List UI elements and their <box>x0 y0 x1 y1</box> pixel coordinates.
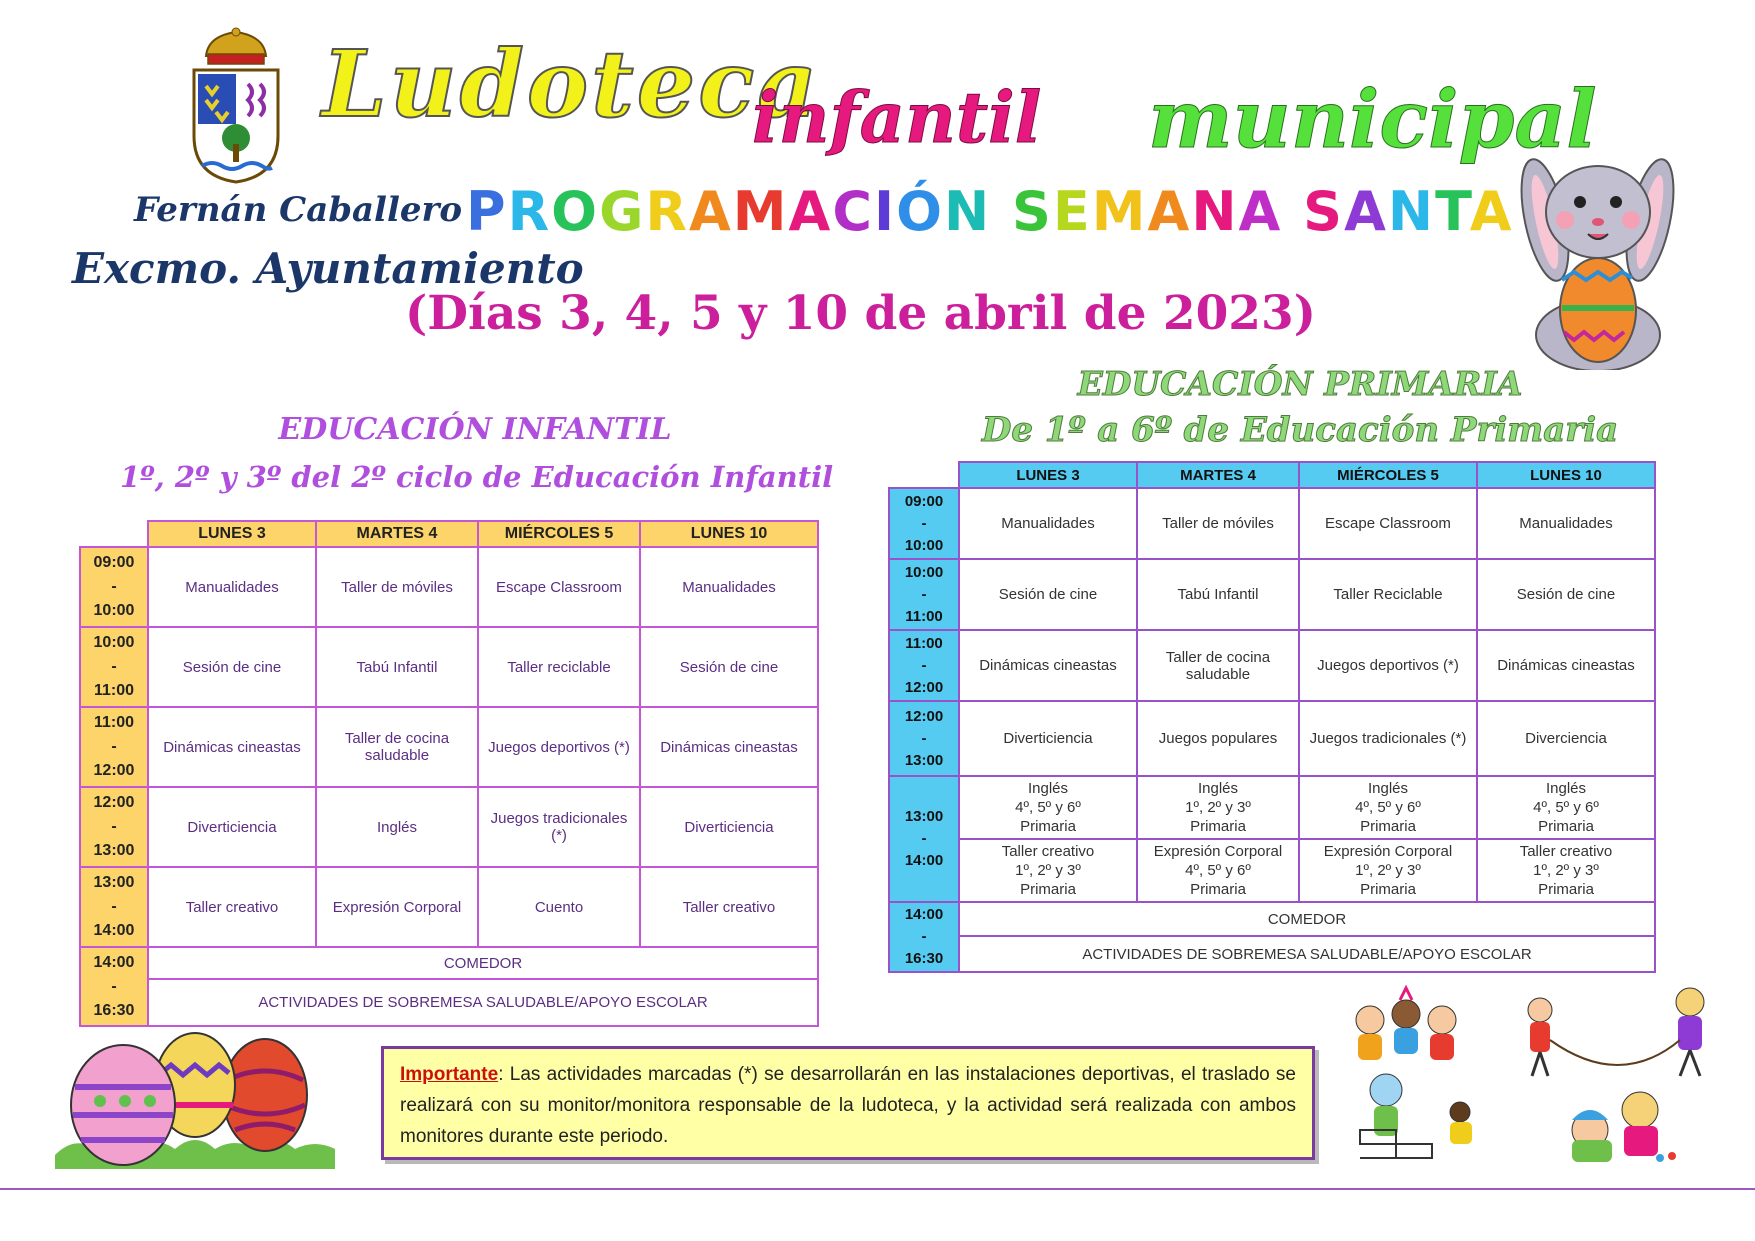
day-header: LUNES 10 <box>640 521 818 547</box>
activity-cell: Taller de cocina saludable <box>316 707 478 787</box>
programacion-letter: A <box>1238 180 1283 243</box>
time-slot: 11:00 - 12:00 <box>80 707 148 787</box>
programacion-letter: R <box>645 180 689 243</box>
coat-of-arms-icon <box>186 26 286 186</box>
table-row <box>889 839 1655 902</box>
time-slot: 12:00 - 13:00 <box>889 701 959 776</box>
sobremesa-cell: ACTIVIDADES DE SOBREMESA SALUDABLE/APOYO ESCOLAR <box>959 936 1655 972</box>
primaria-header-row <box>889 462 1655 488</box>
activity-cell: Taller de móviles <box>316 547 478 627</box>
activity-cell: Diverticiencia <box>959 701 1137 776</box>
time-slot: 10:00 - 11:00 <box>889 559 959 630</box>
programacion-letter: Ó <box>896 180 944 243</box>
activity-cell: Manualidades <box>148 547 316 627</box>
easter-eggs-icon <box>55 1025 375 1170</box>
day-header: MARTES 4 <box>1137 462 1299 488</box>
table-row <box>80 627 818 707</box>
activity-cell: Diverticiencia <box>640 787 818 867</box>
town-council: Excmo. Ayuntamiento <box>72 244 584 293</box>
time-slot: 10:00 - 11:00 <box>80 627 148 707</box>
programacion-letter: S <box>1012 180 1053 243</box>
activity-cell: Dinámicas cineastas <box>959 630 1137 701</box>
time-slot: 13:00 - 14:00 <box>889 776 959 902</box>
table-row <box>889 488 1655 559</box>
activity-cell: Sesión de cine <box>1477 559 1655 630</box>
activity-cell: Juegos deportivos (*) <box>478 707 640 787</box>
day-header: MIÉRCOLES 5 <box>478 521 640 547</box>
day-header: MIÉRCOLES 5 <box>1299 462 1477 488</box>
primaria-heading: EDUCACIÓN PRIMARIA <box>1077 364 1523 403</box>
programacion-letter: P <box>466 180 508 243</box>
activity-cell: Taller creativo 1º, 2º y 3º Primaria <box>1477 839 1655 902</box>
activity-cell: Escape Classroom <box>1299 488 1477 559</box>
programacion-letter: N <box>1387 180 1436 243</box>
primaria-schedule-table <box>888 461 1656 973</box>
activity-cell: Taller de cocina saludable <box>1137 630 1299 701</box>
activity-cell: Dinámicas cineastas <box>640 707 818 787</box>
sobremesa-cell: ACTIVIDADES DE SOBREMESA SALUDABLE/APOYO ESCOLAR <box>148 979 818 1026</box>
programacion-letter: T <box>1435 180 1470 243</box>
time-slot: 14:00 - 16:30 <box>80 947 148 1026</box>
activity-cell: Juegos populares <box>1137 701 1299 776</box>
title-infantil: infantil <box>752 76 1042 159</box>
table-row <box>889 701 1655 776</box>
day-header: LUNES 10 <box>1477 462 1655 488</box>
infantil-schedule-table <box>79 520 819 1027</box>
programacion-letter: G <box>599 180 646 243</box>
table-row <box>889 902 1655 936</box>
activity-cell: Taller Reciclable <box>1299 559 1477 630</box>
activity-cell: Sesión de cine <box>148 627 316 707</box>
activity-cell: Diverticiencia <box>148 787 316 867</box>
programacion-letter: M <box>732 180 789 243</box>
programacion-letter <box>1282 180 1303 243</box>
activity-cell: Escape Classroom <box>478 547 640 627</box>
activity-cell: Cuento <box>478 867 640 947</box>
programacion-letter: E <box>1052 180 1092 243</box>
programacion-letter: N <box>943 180 992 243</box>
activity-cell: Inglés 4º, 5º y 6º Primaria <box>959 776 1137 839</box>
table-row <box>889 936 1655 972</box>
activity-cell: Expresión Corporal 1º, 2º y 3º Primaria <box>1299 839 1477 902</box>
activity-cell: Inglés 4º, 5º y 6º Primaria <box>1299 776 1477 839</box>
activity-cell: Manualidades <box>959 488 1137 559</box>
activity-cell: Diverciencia <box>1477 701 1655 776</box>
activity-cell: Juegos deportivos (*) <box>1299 630 1477 701</box>
primaria-subheading: De 1º a 6º de Educación Primaria <box>981 410 1619 450</box>
table-row <box>889 630 1655 701</box>
easter-bunny-icon <box>1510 150 1685 370</box>
activity-cell: Taller creativo <box>148 867 316 947</box>
day-header: LUNES 3 <box>959 462 1137 488</box>
table-row <box>80 979 818 1026</box>
programacion-letter: A <box>1147 180 1192 243</box>
table-row <box>889 559 1655 630</box>
time-slot: 12:00 - 13:00 <box>80 787 148 867</box>
activity-cell: Tabú Infantil <box>1137 559 1299 630</box>
day-header: MARTES 4 <box>316 521 478 547</box>
activity-cell: Sesión de cine <box>959 559 1137 630</box>
activity-cell: Taller reciclable <box>478 627 640 707</box>
important-label: Importante <box>400 1064 499 1085</box>
table-row <box>80 867 818 947</box>
activity-cell: Dinámicas cineastas <box>148 707 316 787</box>
activity-cell: Juegos tradicionales (*) <box>1299 701 1477 776</box>
programacion-letter: M <box>1091 180 1148 243</box>
important-note <box>381 1046 1315 1160</box>
infantil-heading: EDUCACIÓN INFANTIL <box>278 412 672 447</box>
time-slot: 09:00 - 10:00 <box>80 547 148 627</box>
activity-cell: Dinámicas cineastas <box>1477 630 1655 701</box>
programacion-letter <box>991 180 1012 243</box>
important-text: : Las actividades marcadas (*) se desarrollarán en las instalaciones deportivas, el traslado se realizará con su monitor/monitora responsable de la ludoteca, y la actividad será realizada con ambos monitores durante este periodo. <box>400 1064 1296 1147</box>
comedor-cell: COMEDOR <box>148 947 818 979</box>
activity-cell: Taller de móviles <box>1137 488 1299 559</box>
time-slot: 09:00 - 10:00 <box>889 488 959 559</box>
programacion-letter: A <box>689 180 733 243</box>
programacion-letter: A <box>788 180 833 243</box>
time-slot: 14:00 - 16:30 <box>889 902 959 972</box>
table-corner <box>889 462 959 488</box>
programacion-letter: S <box>1303 180 1345 243</box>
table-row <box>80 547 818 627</box>
activity-cell: Tabú Infantil <box>316 627 478 707</box>
activity-cell: Manualidades <box>640 547 818 627</box>
programacion-letter: A <box>1469 180 1514 243</box>
programacion-title <box>466 180 1514 243</box>
activity-cell: Juegos tradicionales (*) <box>478 787 640 867</box>
table-corner <box>80 521 148 547</box>
infantil-header-row <box>80 521 818 547</box>
programacion-letter: O <box>551 180 600 243</box>
activity-cell: Expresión Corporal <box>316 867 478 947</box>
table-row <box>80 947 818 979</box>
programacion-letter: I <box>873 180 897 243</box>
activity-cell: Taller creativo 1º, 2º y 3º Primaria <box>959 839 1137 902</box>
day-header: LUNES 3 <box>148 521 316 547</box>
activity-cell: Sesión de cine <box>640 627 818 707</box>
programacion-letter: C <box>832 180 874 243</box>
dates-subtitle: (Días 3, 4, 5 y 10 de abril de 2023) <box>405 286 1316 341</box>
title-ludoteca: Ludoteca <box>322 30 820 138</box>
activity-cell: Inglés <box>316 787 478 867</box>
title-municipal: municipal <box>1148 72 1597 166</box>
footer-divider <box>0 1188 1755 1190</box>
table-row <box>80 787 818 867</box>
infantil-subheading: 1º, 2º y 3º del 2º ciclo de Educación Infantil <box>120 460 834 494</box>
activity-cell: Inglés 1º, 2º y 3º Primaria <box>1137 776 1299 839</box>
time-slot: 11:00 - 12:00 <box>889 630 959 701</box>
programacion-letter: R <box>507 180 552 243</box>
table-row <box>80 707 818 787</box>
programacion-letter: N <box>1191 180 1239 243</box>
activity-cell: Taller creativo <box>640 867 818 947</box>
activity-cell: Manualidades <box>1477 488 1655 559</box>
town-name: Fernán Caballero <box>134 190 463 230</box>
time-slot: 13:00 - 14:00 <box>80 867 148 947</box>
activity-cell: Inglés 4º, 5º y 6º Primaria <box>1477 776 1655 839</box>
programacion-letter: A <box>1344 180 1388 243</box>
table-row <box>889 776 1655 839</box>
activity-cell: Expresión Corporal 4º, 5º y 6º Primaria <box>1137 839 1299 902</box>
comedor-cell: COMEDOR <box>959 902 1655 936</box>
kids-playing-icon <box>1340 980 1730 1170</box>
